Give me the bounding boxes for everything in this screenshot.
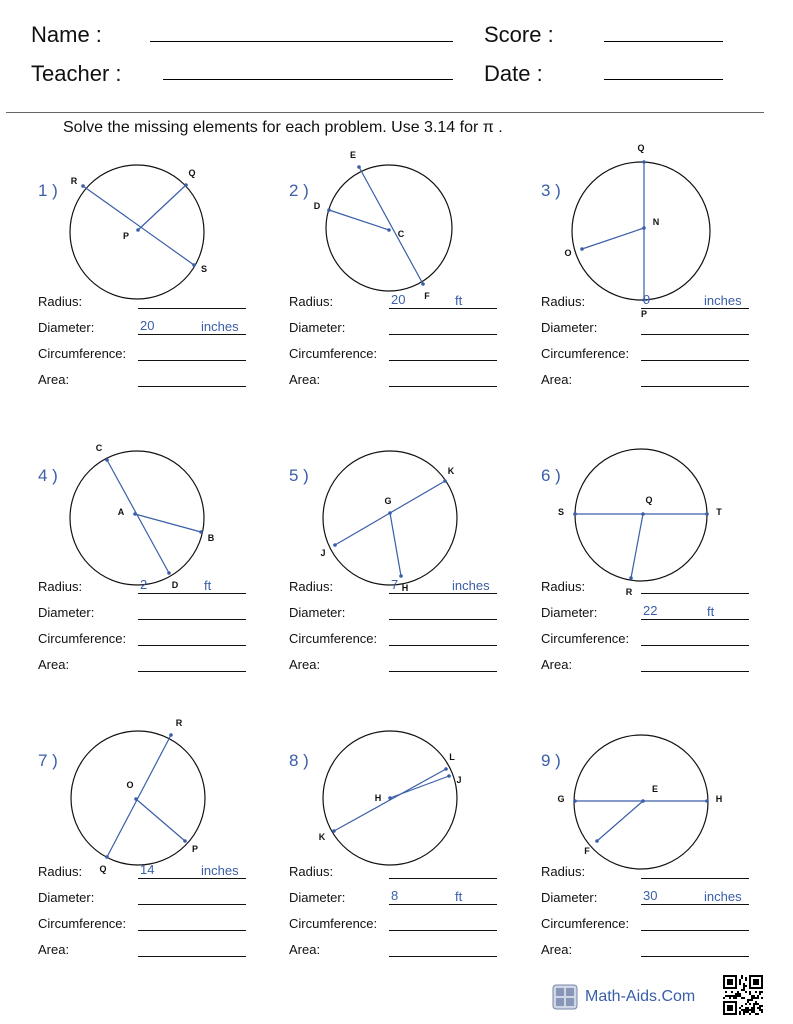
field-label-diameter: Diameter:: [541, 890, 598, 905]
given-unit: inches: [201, 863, 239, 878]
point-label: R: [175, 718, 183, 728]
answer-line-radius[interactable]: [138, 878, 246, 879]
field-label-circumference: Circumference:: [289, 631, 378, 646]
segment-line: [136, 799, 185, 841]
problem-6: [541, 430, 793, 714]
circle-diagram: [289, 715, 509, 880]
answer-line-area[interactable]: [641, 386, 749, 387]
point-dot: [167, 571, 171, 575]
given-unit: ft: [455, 889, 463, 904]
answer-line-area[interactable]: [389, 671, 497, 672]
point-label: H: [715, 794, 723, 804]
field-label-area: Area:: [289, 942, 321, 957]
field-label-radius: Radius:: [541, 294, 586, 309]
point-label: G: [384, 496, 392, 506]
answer-line-area[interactable]: [641, 671, 749, 672]
answer-line-area[interactable]: [138, 671, 246, 672]
point-label: K: [318, 832, 326, 842]
date-label: Date :: [484, 61, 543, 86]
circle-diagram: [38, 715, 258, 880]
point-dot: [573, 512, 577, 516]
point-dot: [183, 839, 187, 843]
answer-line-circumference[interactable]: [389, 360, 497, 361]
point-label: O: [564, 248, 572, 258]
given-unit: ft: [707, 604, 715, 619]
point-label: Q: [637, 143, 645, 153]
answer-line-circumference[interactable]: [389, 930, 497, 931]
circle-outline: [575, 449, 707, 581]
segment-line: [359, 167, 423, 284]
point-label: P: [122, 231, 130, 241]
field-label-diameter: Diameter:: [289, 890, 346, 905]
date-line[interactable]: [604, 79, 723, 80]
point-dot: [136, 228, 140, 232]
field-label-diameter: Diameter:: [541, 605, 598, 620]
answer-line-diameter[interactable]: [389, 904, 497, 905]
problem-3: [541, 145, 793, 429]
answer-line-area[interactable]: [138, 956, 246, 957]
point-dot: [199, 530, 203, 534]
point-label: K: [447, 466, 455, 476]
point-dot: [447, 774, 451, 778]
point-label: S: [557, 507, 565, 517]
point-label: H: [401, 583, 409, 593]
given-unit: inches: [452, 578, 490, 593]
answer-line-diameter[interactable]: [138, 904, 246, 905]
field-label-radius: Radius:: [541, 864, 586, 879]
answer-line-area[interactable]: [389, 956, 497, 957]
answer-line-radius[interactable]: [389, 593, 497, 594]
point-dot: [332, 829, 336, 833]
answer-line-circumference[interactable]: [641, 360, 749, 361]
segment-line: [138, 185, 186, 230]
circle-diagram: [541, 715, 761, 880]
given-unit: inches: [704, 293, 742, 308]
segment-line: [329, 210, 389, 230]
given-unit: inches: [201, 319, 239, 334]
point-dot: [642, 226, 646, 230]
point-label: P: [191, 844, 199, 854]
point-label: J: [320, 548, 326, 558]
point-dot: [388, 796, 392, 800]
problem-9: [541, 715, 793, 999]
point-dot: [192, 263, 196, 267]
point-dot: [641, 799, 645, 803]
field-label-area: Area:: [38, 657, 70, 672]
point-label: D: [171, 580, 179, 590]
point-label: F: [584, 846, 590, 856]
field-label-radius: Radius:: [38, 294, 83, 309]
answer-line-radius[interactable]: [138, 593, 246, 594]
problem-number: 4 ): [38, 466, 58, 485]
problem-number: 8 ): [289, 751, 309, 770]
field-label-circumference: Circumference:: [289, 916, 378, 931]
given-value: 14: [140, 862, 155, 877]
point-dot: [169, 733, 173, 737]
given-value: 9: [643, 292, 651, 307]
answer-line-circumference[interactable]: [138, 360, 246, 361]
point-label: E: [349, 150, 357, 160]
given-value: 20: [391, 292, 406, 307]
answer-line-area[interactable]: [138, 386, 246, 387]
answer-line-radius[interactable]: [641, 878, 749, 879]
given-unit: inches: [704, 889, 742, 904]
circle-outline: [326, 165, 452, 291]
given-unit: ft: [455, 293, 463, 308]
point-label: J: [456, 775, 462, 785]
field-label-diameter: Diameter:: [38, 320, 95, 335]
point-label: Q: [188, 168, 196, 178]
field-label-area: Area:: [289, 657, 321, 672]
name-label: Name :: [31, 22, 102, 47]
circle-diagram: [541, 143, 761, 319]
field-label-circumference: Circumference:: [541, 631, 630, 646]
point-dot: [444, 767, 448, 771]
point-label: E: [651, 784, 659, 794]
problem-4: [38, 430, 290, 714]
name-line[interactable]: [150, 41, 453, 42]
field-label-circumference: Circumference:: [289, 346, 378, 361]
answer-line-radius[interactable]: [389, 878, 497, 879]
point-label: O: [126, 780, 134, 790]
point-dot: [629, 576, 633, 580]
point-dot: [388, 511, 392, 515]
segment-line: [107, 460, 169, 573]
calculator-icon: [552, 984, 578, 1010]
given-value: 8: [391, 888, 399, 903]
circle-outline: [70, 451, 204, 585]
field-label-circumference: Circumference:: [541, 346, 630, 361]
point-dot: [81, 184, 85, 188]
point-label: D: [313, 201, 321, 211]
point-dot: [443, 479, 447, 483]
segment-line: [83, 186, 194, 265]
point-dot: [105, 855, 109, 859]
point-label: H: [374, 793, 382, 803]
answer-line-diameter[interactable]: [641, 334, 749, 335]
teacher-line[interactable]: [163, 79, 453, 80]
problem-2: [289, 145, 541, 429]
field-label-radius: Radius:: [38, 864, 83, 879]
point-dot: [134, 797, 138, 801]
point-dot: [580, 247, 584, 251]
segment-line: [390, 513, 401, 576]
answer-line-radius[interactable]: [389, 308, 497, 309]
problem-number: 7 ): [38, 751, 58, 770]
answer-line-area[interactable]: [389, 386, 497, 387]
point-dot: [595, 839, 599, 843]
segment-line: [334, 769, 446, 831]
segment-line: [597, 801, 643, 841]
answer-line-diameter[interactable]: [138, 619, 246, 620]
field-label-radius: Radius:: [38, 579, 83, 594]
point-label: Q: [99, 864, 107, 874]
field-label-area: Area:: [38, 372, 70, 387]
answer-line-radius[interactable]: [138, 308, 246, 309]
answer-line-diameter[interactable]: [138, 334, 246, 335]
field-label-radius: Radius:: [289, 294, 334, 309]
answer-line-circumference[interactable]: [641, 645, 749, 646]
field-label-circumference: Circumference:: [541, 916, 630, 931]
field-label-circumference: Circumference:: [38, 916, 127, 931]
answer-line-radius[interactable]: [641, 593, 749, 594]
qr-code-icon: [723, 975, 763, 1015]
point-dot: [705, 512, 709, 516]
given-value: 7: [391, 577, 399, 592]
field-label-radius: Radius:: [541, 579, 586, 594]
problem-number: 1 ): [38, 181, 58, 200]
answer-line-circumference[interactable]: [641, 930, 749, 931]
field-label-area: Area:: [289, 372, 321, 387]
point-dot: [387, 228, 391, 232]
answer-line-diameter[interactable]: [389, 619, 497, 620]
point-label: R: [625, 587, 633, 597]
point-label: S: [200, 264, 208, 274]
point-dot: [641, 512, 645, 516]
answer-line-diameter[interactable]: [641, 619, 749, 620]
field-label-diameter: Diameter:: [289, 320, 346, 335]
point-label: Q: [645, 495, 653, 505]
circle-outline: [323, 451, 457, 585]
point-dot: [421, 282, 425, 286]
given-value: 2: [140, 577, 148, 592]
problem-1: [38, 145, 290, 429]
point-label: F: [424, 291, 430, 301]
point-dot: [333, 543, 337, 547]
point-dot: [357, 165, 361, 169]
answer-line-diameter[interactable]: [641, 904, 749, 905]
answer-line-radius[interactable]: [641, 308, 749, 309]
circle-diagram: [38, 430, 258, 595]
field-label-diameter: Diameter:: [38, 605, 95, 620]
problem-number: 3 ): [541, 181, 561, 200]
problem-7: [38, 715, 290, 999]
circle-diagram: [289, 430, 509, 595]
segment-line: [107, 735, 171, 857]
field-label-area: Area:: [541, 372, 573, 387]
segment-line: [582, 228, 644, 249]
point-dot: [184, 183, 188, 187]
point-label: N: [652, 217, 660, 227]
field-label-radius: Radius:: [289, 579, 334, 594]
point-dot: [705, 799, 709, 803]
point-label: C: [397, 229, 405, 239]
circle-outline: [572, 162, 710, 300]
answer-line-circumference[interactable]: [138, 645, 246, 646]
point-dot: [642, 160, 646, 164]
answer-line-circumference[interactable]: [389, 645, 497, 646]
problem-number: 5 ): [289, 466, 309, 485]
answer-line-diameter[interactable]: [389, 334, 497, 335]
given-value: 22: [643, 603, 658, 618]
field-label-circumference: Circumference:: [38, 346, 127, 361]
point-label: B: [207, 533, 215, 543]
point-label: L: [449, 752, 455, 762]
circle-diagram: [289, 145, 509, 310]
instructions: Solve the missing elements for each problem. Use 3.14 for π .: [63, 119, 503, 136]
given-value: 20: [140, 318, 155, 333]
segment-line: [631, 514, 643, 578]
circle-diagram: [38, 145, 258, 310]
point-label: T: [716, 507, 722, 517]
problem-5: [289, 430, 541, 714]
circle-outline: [70, 165, 204, 299]
field-label-area: Area:: [541, 657, 573, 672]
score-label: Score :: [484, 22, 554, 47]
point-dot: [327, 208, 331, 212]
answer-line-circumference[interactable]: [138, 930, 246, 931]
problem-number: 6 ): [541, 466, 561, 485]
field-label-diameter: Diameter:: [289, 605, 346, 620]
point-dot: [133, 512, 137, 516]
point-label: R: [70, 176, 78, 186]
point-dot: [573, 799, 577, 803]
field-label-diameter: Diameter:: [38, 890, 95, 905]
field-label-area: Area:: [541, 942, 573, 957]
problem-8: [289, 715, 541, 999]
score-line[interactable]: [604, 41, 723, 42]
point-label: G: [557, 794, 565, 804]
point-dot: [105, 458, 109, 462]
teacher-label: Teacher :: [31, 61, 122, 86]
field-label-circumference: Circumference:: [38, 631, 127, 646]
brand-text: Math-Aids.Com: [585, 988, 696, 1005]
given-unit: ft: [204, 578, 212, 593]
answer-line-area[interactable]: [641, 956, 749, 957]
problem-number: 9 ): [541, 751, 561, 770]
problem-number: 2 ): [289, 181, 309, 200]
point-label: P: [640, 309, 648, 319]
segment-line: [390, 776, 449, 798]
field-label-diameter: Diameter:: [541, 320, 598, 335]
header-divider: [6, 112, 764, 113]
point-dot: [399, 574, 403, 578]
field-label-area: Area:: [38, 942, 70, 957]
field-label-radius: Radius:: [289, 864, 334, 879]
circle-diagram: [541, 430, 761, 595]
point-label: A: [117, 507, 125, 517]
point-label: C: [95, 443, 103, 453]
given-value: 30: [643, 888, 658, 903]
